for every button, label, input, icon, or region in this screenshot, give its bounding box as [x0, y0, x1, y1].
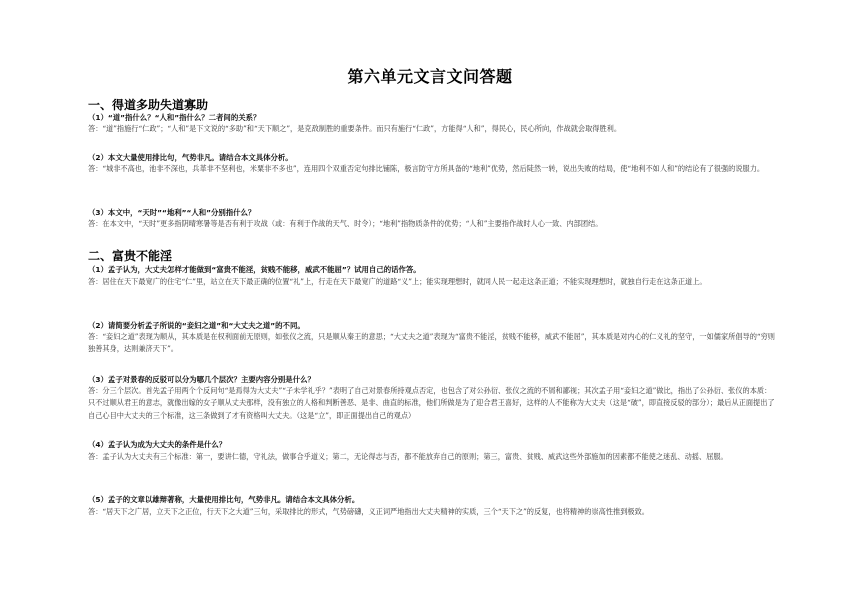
answer-2-2: 答：“妾妇之道”表现为顺从，其本质是在权利面前无原则，如张仪之流，只是顺从秦王的意思；“大丈夫之道”表现为“富贵不能淫，贫贱不能移，威武不能屈”，其本质是对内心的仁义礼的坚守，一如儒家所倡导的“穷则独善其身，达则兼济天下”。 [88, 332, 775, 354]
answer-2-5: 答：“居天下之广居，立天下之正位，行天下之大道”三句，采取排比的形式，气势磅礴，义正词严地指出大丈夫精神的实质，三个“天下之”的反复，也将精神的崇高性推到极致。 [88, 507, 649, 516]
answer-1-1: 答：“道”指施行“仁政”；“人和”是下文说的“多助”和“天下顺之”，是克敌制胜的重要条件。而只有施行“仁政”，方能得“人和”，得民心，民心所向，作战就会取得胜利。 [88, 124, 622, 133]
answer-2-3: 答：分三个层次。首先孟子用两个个反问句“是焉得为大丈夫”“子未学礼乎？”表明了自己对景春所持观点否定，也包含了对公孙衍、张仪之流的不屑和鄙视；其次孟子用“妾妇之道”做比，指出了公孙衍、张仪的本质：只不过顺从君王的意志，就像出嫁的女子顺从丈夫那样，没有独立的人格和判断善恶、是非、曲直的标准，他们所做是为了迎合君王喜好，这样的人不能称为大丈夫（这是“破”，即直接反驳的部分）；最后从正面提出了自己心目中大丈夫的三个标准，这三条做到了才有资格叫大丈夫。（这是“立”，即正面提出自己的观点） [88, 386, 775, 420]
question-2-5: （5）孟子的文章以雄辩著称，大量使用排比句，气势非凡。请结合本文具体分析。 [88, 495, 360, 504]
answer-2-1: 答：居住在天下最宽广的住宅“仁”里，站立在天下最正确的位置“礼”上，行走在天下最宽广的道路“义”上；能实现理想时，就同人民一起走这条正道；不能实现理想时，就独自行走在这条正道上。 [88, 277, 707, 286]
question-1-2: （2）本文大量使用排比句，气势非凡。请结合本文具体分析。 [88, 153, 293, 162]
question-1-1: （1）“道”指什么？“人和”指什么？二者间的关系？ [88, 113, 261, 122]
document-title: 第六单元文言文问答题 [347, 67, 513, 86]
question-1-3: （3）本文中，“天时”“地利”“人和”分别指什么？ [88, 208, 256, 217]
question-2-3: （3）孟子对景春的反驳可以分为哪几个层次？主要内容分别是什么？ [88, 375, 315, 384]
question-2-2: （2）请简要分析孟子所说的“妾妇之道”和“大丈夫之道”的不同。 [88, 321, 305, 330]
answer-2-4: 答：孟子认为大丈夫有三个标准：第一，要讲仁德，守礼法，做事合乎道义；第二，无论得志与否，都不能放弃自己的原则；第三，富贵、贫贱、威武这些外部施加的因素都不能使之迷乱、动摇、屈服。 [88, 452, 728, 461]
section-heading-1: 一、得道多助失道寡助 [88, 98, 209, 112]
question-2-4: （4）孟子认为成为大丈夫的条件是什么？ [88, 440, 227, 449]
question-2-1: （1）孟子认为，大丈夫怎样才能做到“富贵不能淫，贫贱不能移，威武不能屈”？试用自己的话作答。 [88, 265, 421, 274]
answer-1-3: 答：在本文中，“天时”更多指阴晴寒暑等是否有利于攻战（或：有利于作战的天气、时令）；“地利”指物质条件的优势；“人和”主要指作战时人心一致、内部团结。 [88, 219, 603, 228]
answer-1-2: 答：“城非不高也，池非不深也，兵革非不坚利也，米粟非不多也”，连用四个双重否定句排比铺陈，极言防守方所具备的“地利”优势，然后陡然一转，说出失败的结局，使“地利不如人和”的结论有了很强的说服力。 [88, 164, 765, 173]
section-heading-2: 二、富贵不能淫 [88, 249, 173, 263]
